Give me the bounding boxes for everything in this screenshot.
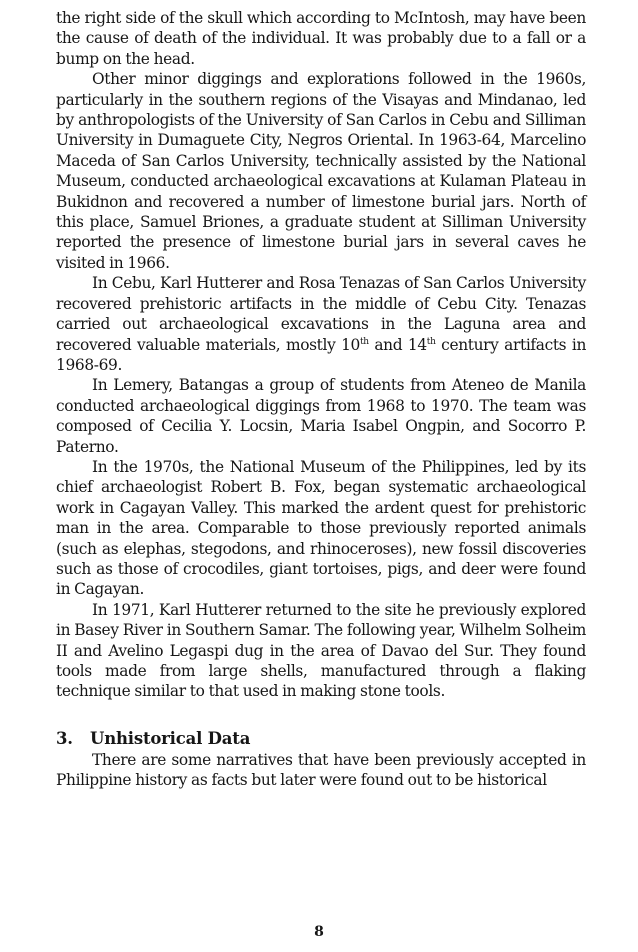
page-content [56, 8, 586, 791]
paragraph-5: In the 1970s, the National Museum of the Philippines, led by its chief archaeologist Robert B. Fox, began systematic archaeological work in Cagayan Valley. This marked the ardent quest for prehistoric man in the area. Comparable to those previously reported animals (such as elephas, stegodons, and rhinoceroses), new fossil discoveries such as those of crocodiles, giant tortoises, pigs, and deer were found in Cagayan. [56, 457, 586, 599]
paragraph-3-text-c: century artifacts in 1968-69. [56, 335, 587, 374]
page-number: 8 [314, 924, 324, 940]
ordinal-suffix-1: th [359, 336, 369, 347]
paragraph-3 [56, 273, 586, 375]
section-paragraph: There are some narratives that have been previously accepted in Philippine history as facts but later were found out to be historical [56, 750, 586, 790]
ordinal-suffix-2: th [426, 336, 436, 347]
section-title: Unhistorical Data [90, 728, 251, 748]
section-heading [56, 728, 586, 750]
paragraph-1: the right side of the skull which according to McIntosh, may have been the cause of death of the individual. It was probably due to a fall or a bump on the head. [56, 9, 586, 68]
paragraph-6: In 1971, Karl Hutterer returned to the site he previously explored in Basey River in Southern Samar. The following year, Wilhelm Solheim II and Avelino Legaspi dug in the area of Davao del Sur. They found tools made from large shells, manufactured through a flaking technique similar to that used in making stone tools. [56, 600, 586, 701]
paragraph-2: Other minor diggings and explorations followed in the 1960s, particularly in the southern regions of the Visayas and Mindanao, led by anthropologists of the University of San Carlos in Cebu and Silliman University in Dumaguete City, Negros Oriental. In 1963-64, Marcelino Maceda of San Carlos University, technically assisted by the National Museum, conducted archaeological excavations at Kulaman Plateau in Bukidnon and recovered a number of limestone burial jars. North of this place, Samuel Briones, a graduate student at Silliman University reported the presence of limestone burial jars in several caves he visited in 1966. [56, 70, 586, 272]
paragraph-4: In Lemery, Batangas a group of students from Ateneo de Manila conducted archaeological diggings from 1968 to 1970. The team was composed of Cecilia Y. Locsin, Maria Isabel Ongpin, and Socorro P. Paterno. [56, 376, 586, 456]
paragraph-3-text-a: In Cebu, Karl Hutterer and Rosa Tenazas of San Carlos University recovered prehistoric artifacts in the middle of Cebu City. Tenazas carried out archaeological excavations in the Laguna area and recovered valuable materials, mostly 10 [56, 274, 586, 354]
section-number: 3. [56, 728, 73, 748]
paragraph-3-text-b: and 14 [368, 335, 427, 354]
